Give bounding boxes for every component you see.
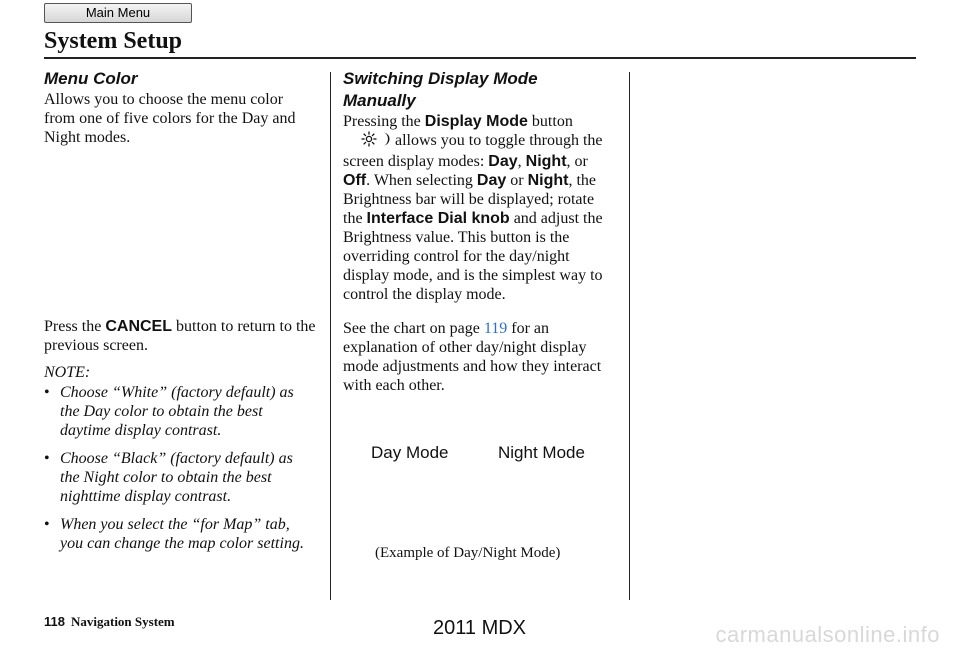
column-divider-left [330, 72, 331, 600]
title-divider [44, 57, 916, 59]
model-label: 2011 MDX [433, 617, 527, 639]
cancel-instruction: Press the CANCEL button to return to the previous screen. [44, 318, 316, 354]
cancel-button-label: CANCEL [105, 318, 172, 335]
display-mode-button-label: Display Mode [424, 113, 528, 130]
night-mode-label: Night Mode [498, 443, 585, 462]
sun-icon [361, 131, 377, 152]
page-119-link[interactable]: 119 [483, 320, 508, 337]
book-title: Navigation System [70, 614, 175, 629]
note-item: • Choose “White” (factory default) as the Day color to obtain the best daytime display contrast. [44, 383, 316, 440]
page-footer [44, 614, 175, 630]
day-mode-label: Day Mode [371, 443, 449, 462]
moon-icon [381, 131, 391, 152]
display-mode-description: Pressing the Display Mode button allows you to toggle through the screen display modes: Day, Night, or Off. When selecting Day or Night, the Brightness bar will be displayed; rotate the Interface Dial knob and adjust the Brightness value. This button is the overriding control for the day/night display mode, and is the simplest way to control the display mode. [343, 113, 603, 303]
page-number: 118 [44, 614, 65, 629]
note-list [44, 383, 316, 553]
display-mode-heading: Switching Display Mode Manually [343, 69, 538, 110]
site-watermark: carmanualsonline.info [715, 622, 940, 647]
column-divider-right [629, 72, 630, 600]
display-mode-section [343, 68, 617, 395]
chart-reference: See the chart on page 119 for an explanation of other day/night display mode adjustments and how they interact with each other. [343, 320, 602, 394]
menu-color-section [44, 68, 316, 562]
figure-caption: (Example of Day/Night Mode) [375, 545, 561, 561]
menu-color-heading: Menu Color [44, 69, 138, 88]
note-label: NOTE: [44, 364, 91, 381]
main-menu-button[interactable]: Main Menu [44, 3, 192, 23]
note-item: • When you select the “for Map” tab, you can change the map color setting. [44, 515, 316, 553]
page-title: System Setup [44, 28, 183, 54]
note-item: • Choose “Black” (factory default) as the Night color to obtain the best nighttime display contrast. [44, 449, 316, 506]
interface-dial-knob-label: Interface Dial knob [366, 210, 510, 227]
menu-color-intro: Allows you to choose the menu color from one of five colors for the Day and Night modes. [44, 91, 296, 146]
